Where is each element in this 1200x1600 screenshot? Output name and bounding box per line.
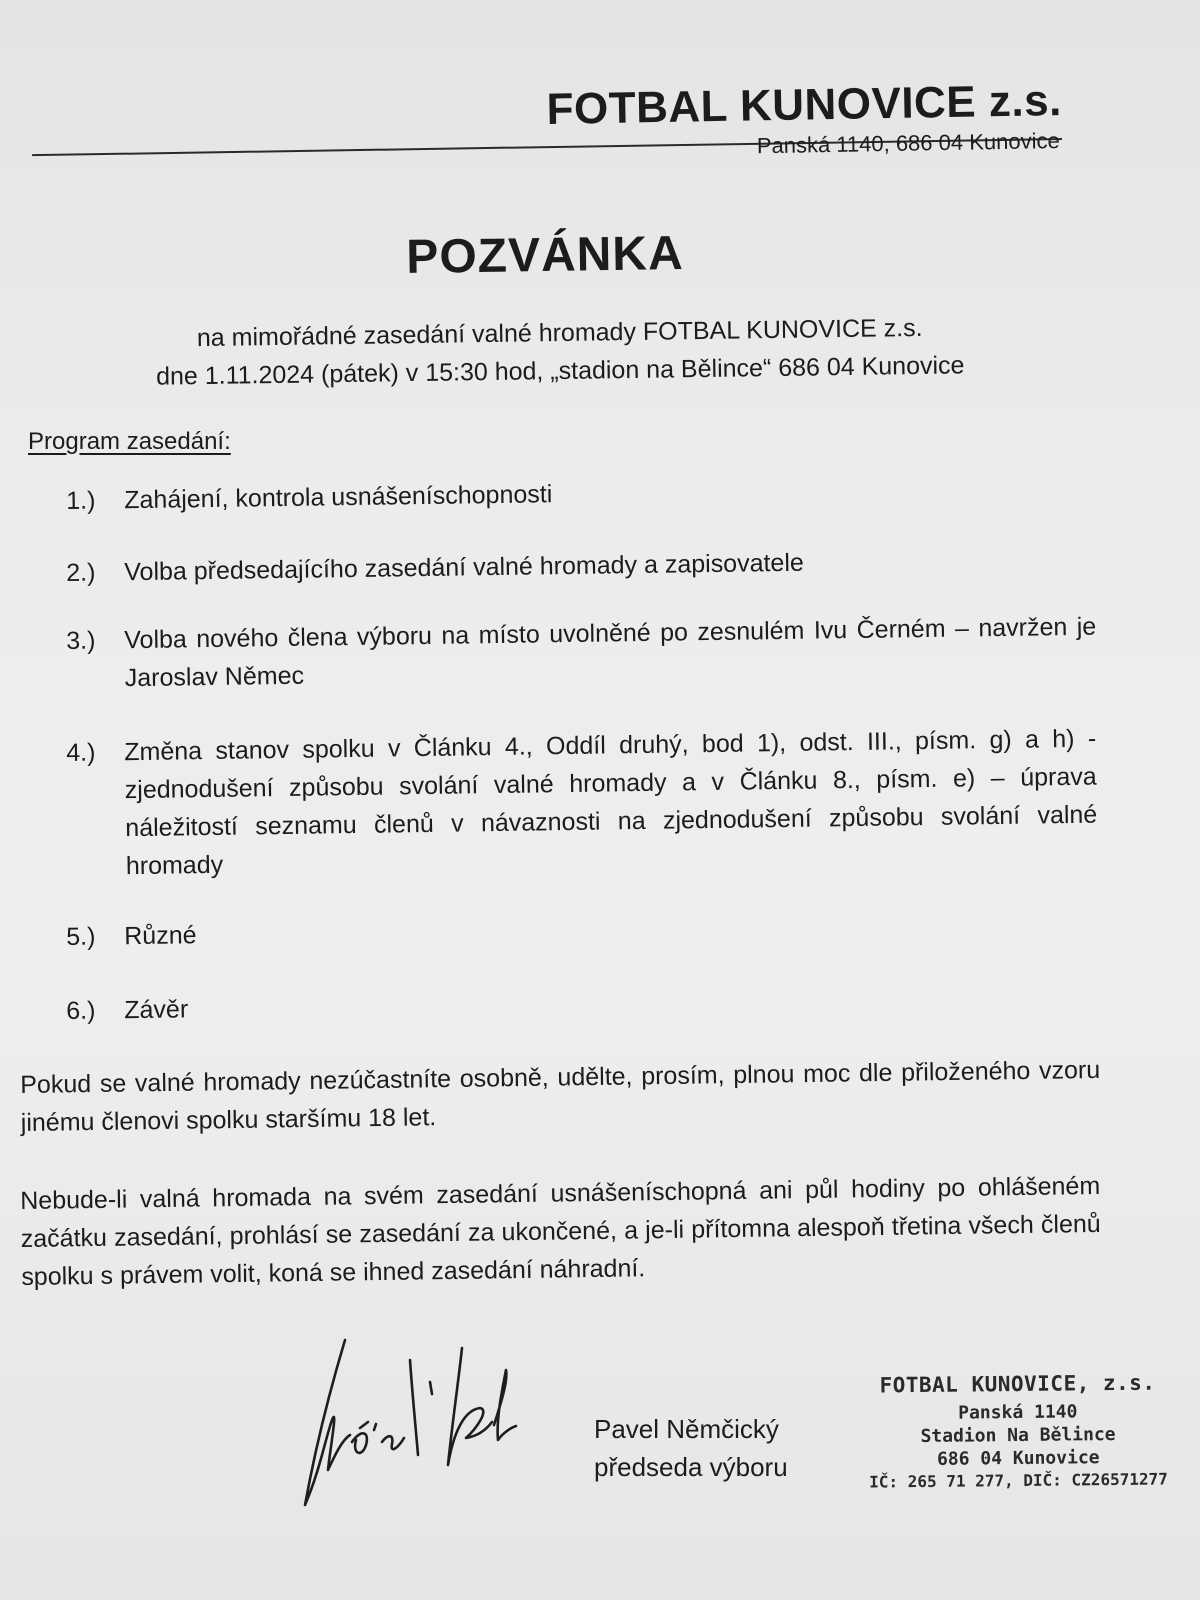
program-item-text: Změna stanov spolku v Článku 4., Oddíl druhý, bod 1), odst. III., písm. g) a h) - zjednodušení způsobu svolání valné hromady a v Článku 8., písm. e) – úprava náležitostí seznamu členů v návaznosti na zjednodušení způsobu svolání valné hromady (124, 724, 1098, 881)
organization-address: Panská 1140, 686 04 Kunovice (756, 128, 1060, 159)
program-item-text: Závěr (124, 995, 189, 1025)
program-item-number: 3.) (66, 626, 96, 655)
signer-name: Pavel Němčický (594, 1414, 779, 1444)
intro-line-1: na mimořádné zasedání valné hromady FOTBAL KUNOVICE z.s. (196, 313, 923, 353)
program-item-text: Volba nového člena výboru na místo uvolněné po zesnulém Ivu Černém – navržen je Jaroslav Němec (124, 612, 1097, 693)
stamp-organization: FOTBAL KUNOVICE, z.s. (879, 1370, 1156, 1398)
program-item-text: Různé (124, 921, 197, 951)
program-item-text: Zahájení, kontrola usnášeníschopnosti (124, 480, 553, 515)
program-item-number: 1.) (66, 486, 96, 515)
stamp-street: Panská 1140 (958, 1401, 1078, 1424)
program-item-text: Volba předsedajícího zasedání valné hromady a zapisovatele (124, 548, 805, 587)
program-item-3 (66, 608, 1097, 698)
program-item-number: 5.) (66, 922, 96, 951)
program-item-1 (66, 468, 1096, 520)
stamp-venue: Stadion Na Bělince (920, 1423, 1116, 1448)
program-heading: Program zasedání: (28, 428, 231, 455)
document-title: POZVÁNKA (405, 227, 685, 284)
program-item-5 (66, 904, 1096, 956)
proxy-paragraph: Pokud se valné hromady nezúčastníte osobně, udělte, prosím, plnou moc dle přiloženého vzoru jinému členovi spolku staršímu 18 let. (20, 1055, 1101, 1137)
program-item-4 (66, 720, 1098, 886)
invitation-intro (40, 307, 1081, 398)
organization-name: FOTBAL KUNOVICE z.s. (545, 76, 1062, 134)
program-item-number: 4.) (66, 738, 96, 767)
handwritten-signature (290, 1330, 550, 1530)
stamp-ids: IČ: 265 71 277, DIČ: CZ26571277 (869, 1469, 1168, 1492)
signer-block (594, 1410, 788, 1486)
organization-stamp (857, 1370, 1178, 1491)
stamp-city: 686 04 Kunovice (936, 1447, 1100, 1470)
intro-line-2: dne 1.11.2024 (pátek) v 15:30 hod, „stadion na Bělince“ 686 04 Kunovice (155, 351, 965, 391)
program-item-number: 2.) (66, 558, 96, 587)
program-item-6 (66, 978, 1096, 1030)
program-item-2 (66, 540, 1096, 592)
quorum-paragraph: Nebude-li valná hromada na svém zasedání usnášeníschopná ani půl hodiny po ohlášeném začátku zasedání, prohlásí se zasedání za ukončené, a je-li přítomna alespoň třetina všech členů spolku s právem volit, koná se ihned zasedání náhradní. (20, 1171, 1101, 1291)
program-item-number: 6.) (66, 996, 96, 1025)
signer-role: předseda výboru (594, 1452, 788, 1482)
